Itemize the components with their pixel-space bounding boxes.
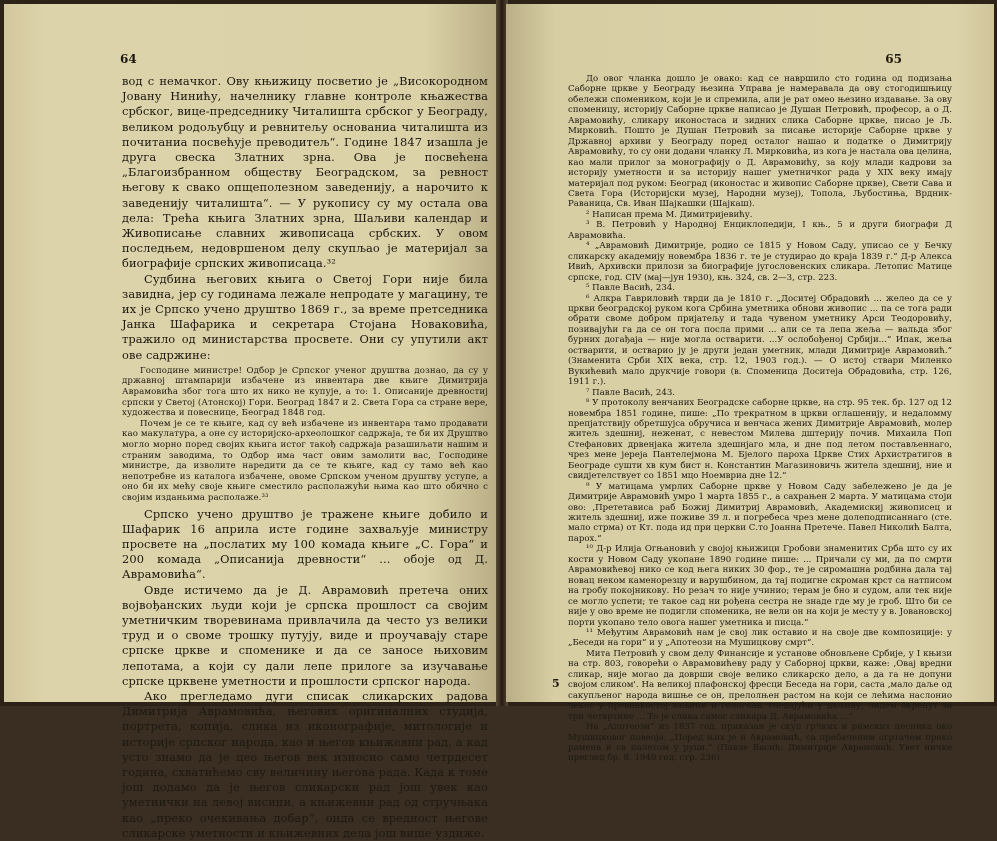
right-page bbox=[506, 4, 994, 764]
footnote: ⁹ У матицама умрлих Саборне цркве у Новом Саду забележено је да је Димитрије Аврамовић умро 1 марта 1855 г., а сахрањен 2 марта. У матицама стоји ово: ,Прететависа раб Божиј Димитриј Аврамовић, Академискиј живописец и житель здешниј, иже поживе 39 л. и погребеса чрез мене долеподписаннаго (сте. мало стрма) от Кт. пода ид при церкви С.то Јоанна Претече. Павел Николић Балта, парох.“ bbox=[568, 481, 952, 544]
footnote: Мита Петровић у свом делу Финансије и установе обновљене Србије, у I књизи на стр. 803, говорећи о Аврамовићеву раду у Саборној цркви, каже: ,Овај вредни сликар, није могао да доврши своје велико сликарско дело, а да га не допуни својом сликом'. На великој плафонској фресци Беседа на гори, саста ,мало даље од сакупљеног народа вишње се он, прелолњен растом на који се лећима наслонио чекос у превнакостој хаљини и гологлав, гледајући у даљину, лицем окренут за три четвртине ... То је слика самог сликара Д. Аврамовића ...“ bbox=[568, 648, 952, 722]
page-number-right: 65 bbox=[885, 52, 902, 66]
quoted-letter bbox=[122, 366, 488, 504]
left-page-body bbox=[122, 74, 488, 841]
footnote: ¹⁰ Д-р Илија Огњановић у својој књижици Гробови знаменитих Срба што су их кости у Новом Саду укопане 1890 године пише: ... Причали су ми, да по смрти Аврамовићевој нико се код њега никих 30 фор., те је сиромашна родбина дала тај новац неком каменорезцу и варушбином, да тај подигне скроман крст са натписом на гробу покојникову. Но резач то није учинио; терам је бно и судом, али тек није се могло успети; те такое сад ни рођена сестра не знаде где му је гроб. Што би се није у ово време не подигли споменика, не вели он на који је месту у в. Јовановској порти укопано тело овога нашег уметника и писца.“ bbox=[568, 544, 952, 628]
footnote: ⁷ Павле Васић, 243. bbox=[586, 387, 676, 398]
footnote: До овог чланка дошло је овако: кад се навршило сто година од подизања Саборне цркве у Београду њезина Управа је намеравала да ову стогодишњицу обележи спомеником, који је и спремила, али је рат омео њезино издавање. За ову споменицу, историју Саборне цркве написао је Душан Петровић, професор, а о Д. Аврамовићу, сликару иконостаса и зидних слика Саборне цркве, писао је Љ. Мирковић. Пошто је Душан Петровић за писање историје Саборне цркве у Државној архиви у Београду поред осталог нашао и податке о Димитрију Аврамовићу, то су они додани чланку Л. Мирковића, из кога је настала ова целина, као мали прилог за монографију о Д. Аврамовићу, за коју млади кадрови за историју уметности и за историју нашег уметничког рада у XIX веку имају материјал под руком: Београд (иконостас и живопис Саборне цркве), Свети Сава и Света Гора (Историјски музеј, Народни музеј), Топола, Љубостиња, Врдник-Раваница, Св. Иван Шајкашки (Шајкаш). bbox=[568, 74, 952, 210]
footnote: ³ В. Петровић у Народној Енциклопедији, I књ., 5 и други биографи Д Аврамовића. bbox=[568, 220, 952, 241]
footnote: ⁴ „Аврамовић Димитрије, родио се 1815 у Новом Саду, уписао се у Бечку сликарску академију новембра 1836 г. те је студирао до краја 1839 г.“ Д-р Алекса Ивић, Архивски прилози за биографије југословенских сликара. Летопис Матице српске, год. CIV (мај—јун 1930), књ. 324, св. 2—3, стр. 223. bbox=[568, 241, 952, 283]
quote-paragraph: Почем је се те књиге, кад су већ избачене из инвентара тамо продавати као макулатура, а оне су историјско-археолошког садржаја, те би их Друштво могло морно поред својих књига истог такођ садржаја разашиљати нашим и страним заводима, то Одбор има част овим замолити вас, Господине министре, да изволите наредити да се те књиге, кад су тамо већ као непотребне из каталога избачене, овоме Српском ученом друштву уступе, а оно би их мећу своје књиге сместило располажући њима као што обично с својим изданьима располаже.³³ bbox=[122, 418, 488, 503]
footnote: ⁸ У протоколу венчаних Београдске саборне цркве, на стр. 95 тек. бр. 127 од 12 новембра 1851 године, пише: „По трекратном в цркви оглашенију, и недаломму препјатствију обретшујса обручиса и венчаса жених Димитрије Аврамовић, молер житељ здешниј, неженат, с невестом Милева дштерију почив. Михаила Поп Стефанових дрвенјака житела здешнјаго мла, и дне под летом постављеннаго, чрез мене јереја Пантелејмона М. Бјелого пароха Цркве Стих Архистратигов в Београде сушти хв кум бист н. Константин Магазиновичь житела здешниј, ние и свидјетелствует со 1851 мцо Ноемвриа дне 12.“ bbox=[568, 398, 952, 482]
paragraph: Ако прегледамо дуги списак сликарских радова Димитрија Аврамовића, његових оригиналних студија, портрета, копија, слика из иконографије, митологије и историје српског народа, као и његов књижевни рад, а кад усто знамо да је цео његов век износио само четрдесет година, схватићемо сву величину његова рада. Када к томе још додамо да је његов сликарски рад још увек као уметнички на левој висини, а књижевни рад од стручњака као „преко очекивања добар“, онда се вредност његове сликарске уметности и књижевних дела још више уздиже. bbox=[122, 689, 488, 840]
footnote: ² Написан према М. Димитријевићу. bbox=[586, 209, 753, 220]
footnotes bbox=[568, 74, 952, 764]
footnote: ⁵ Павле Васић, 234. bbox=[586, 283, 676, 294]
footnote: На „Апотеози“ из 1837 год. приказан је скуп грчких и римских песника око Мушицковог повеоја. „Поред њих је и Аврамовић, са пребаченим огртачем преко рамена и са палетом у руци.“ (Павле Васић: Димитрије Аврамовић. Увет ничке преглед бр. 8. 1940 год. стр. 236) bbox=[568, 722, 952, 764]
left-page bbox=[4, 4, 498, 840]
paragraph: Судбина његових књига о Светој Гори није била завидна, јер су годинама лежале непродате у магацину, те их је Српско учено друштво 1869 г., за време претседника Јанка Шафарика и секретара Стојана Новаковића, тражило од министарства просвете. Они су упутили акт ове садржине: bbox=[122, 271, 488, 362]
page-number-left: 64 bbox=[120, 52, 137, 66]
footnote: ⁶ Алкра Гавриловић тврди да је 1810 г. „Доситеј Обрадовић ... желео да се у цркви београдској руком кога Србина уметника обнови живопис ... па се тога ради обрати своме добром пријатељу и тада чувеном уметнику Арси Теодоровићу, позивајући га да се он тога посла прими ... али се та лепа жеља — вальда због бурних догађаја — није могла остварити. ...У ослобођеној Србији...“ Ипак, жеља остварити, и остварио ју је други један уметник, млади Димитрије Аврамовић.“ (Знаменита Срби XIX века, стр. 12, 1903 год.). — О истој ствари Миленко Вукићевић мало друкчије говори (в. Споменица Доситеја Обрадовића, стр. 126, 1911 г.). bbox=[568, 293, 952, 388]
paragraph: вод с немачког. Ову књижицу посветио је „Високородном Јовану Нинићу, начелнику главне контроле књажества србског, вице-председнику Читалишта србског у Београду, великом родољубцу и ревнитељу основаниа читалишта из почитаниа посвећује преводитељ“. Године 1847 изашла је друга свеска Златних зрна. Ова је посвећена „Благоизбранном обществу Београдском, за ревност његову к свако опщеполезном заведенију, а нарочито к заведенију читалишта“. — У рукопису су му остала ова дела: Трећа књига Златних зрна, Шаљиви календар и Живописање славних живописаца србских. У овом последњем, недовршеном делу скупљао је материјал за биографије српских живописаца.³² bbox=[122, 74, 488, 271]
quote-paragraph: Господине министре! Одбор је Српског ученог друштва дознао, да су у државној штампарији избачене из инвентара две књиге Димитрија Аврамовића због тога што их нико не купује, а то: 1. Описаније древностиј српски у Светој (Атонској) Гори. Београд 1847 и 2. Света Гора са стране вере, художества и повеснице, Београд 1848 год. bbox=[122, 365, 488, 419]
paragraph: Српско учено друштво је тражене књиге добило и Шафарик 16 априла исте године захваљује министру просвете на „послатих му 100 комада књиге „С. Гора“ и 200 комада „Описанија древности“ ... обоје од Д. Аврамовића“. bbox=[122, 506, 488, 582]
footnote: ¹¹ Међутим Аврамовић нам је свој лик оставио и на своје две композиције: у „Беседи на гори“ и у „Апотеози на Мушицкову смрт“. bbox=[568, 628, 952, 649]
paragraph: Овде истичемо да је Д. Аврамовић претеча оних војвођанских људи који је српска прошлост са својим уметничким творевинама привлачила да често уз велики труд и о своме трошку путују, виде и проучавају старе српске цркве и споменике и да се заносе њиховим лепотама, а који су дали лепе прилоге за изучавање српске црквене уметности и прошлости српског народа. bbox=[122, 582, 488, 688]
signature-mark: 5 bbox=[552, 677, 560, 690]
